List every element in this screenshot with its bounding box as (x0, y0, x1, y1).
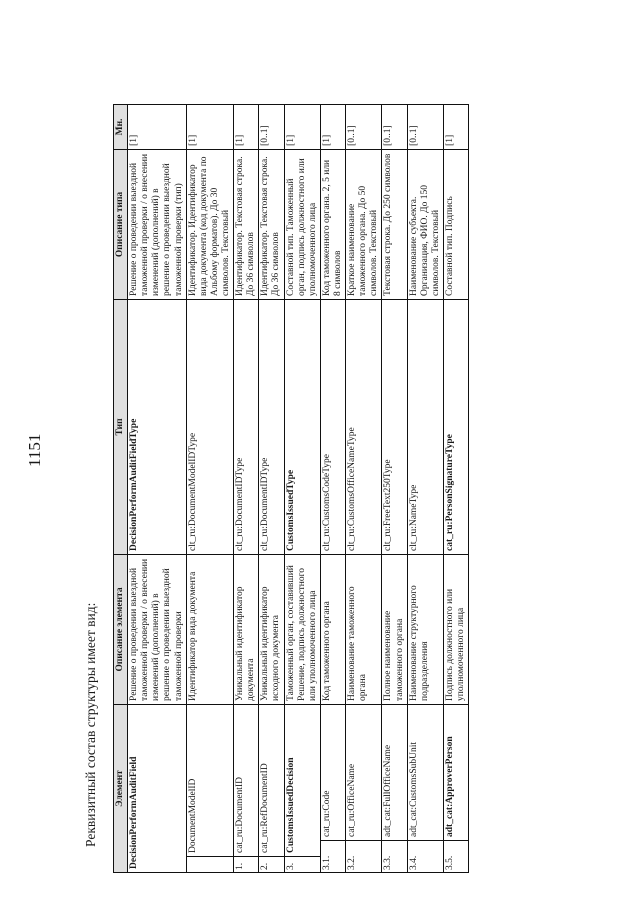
table-row (443, 104, 468, 872)
row-description: Наименование таможенного органа (346, 554, 382, 704)
row-element: DocumentModelID (186, 704, 233, 856)
row-number: 3. (284, 857, 320, 873)
row-multiplicity: [1] (234, 104, 259, 149)
intro-text: Реквизитный состав структуры имеет вид: (83, 602, 98, 847)
row-number: 3.5. (443, 841, 468, 873)
row-type-description: Наименование субъекта. Организация, ФИО. До 150 символов. Текстовый (407, 149, 443, 299)
row-type: clt_ru:DocumentIDType (259, 299, 284, 554)
table-row (284, 104, 320, 872)
indent-cell (186, 857, 233, 873)
row-multiplicity: [1] (320, 104, 345, 149)
row-type-description: Составной тип. Таможенный орган, подпись должностного или уполномоченного лица (284, 149, 320, 299)
row-description: Подпись должностного или уполномоченного лица (443, 554, 468, 704)
row-multiplicity: [1] (443, 104, 468, 149)
table-row (186, 104, 233, 872)
row-type: clt_ru:CustomsCodeType (320, 299, 345, 554)
table-header-row (114, 104, 128, 872)
row-element: cat_ru:Code (320, 704, 345, 840)
row-type: clt_ru:DocumentIDType (234, 299, 259, 554)
row-type-description: Решение о проведении выездной таможенной проверки / о внесении изменений (дополнений) в решение о проведении выездной таможенной проверки (тип) (128, 149, 187, 299)
table-row (346, 104, 382, 872)
row-description: Наименование структурного подразделения (407, 554, 443, 704)
row-description: Полное наименование таможенного органа (382, 554, 407, 704)
row-type-description: Текстовая строка. До 250 символов (382, 149, 407, 299)
row-type-description: Идентификатор. Идентификатор вида документа (код документа по Альбому форматов). До 30 символов. Текстовый (186, 149, 233, 299)
row-multiplicity: [1] (284, 104, 320, 149)
row-description: Таможенный орган, составивший Решение, подпись должностного или уполномоченного лица (284, 554, 320, 704)
row-element: adt_cat:CustomsSubUnit (407, 704, 443, 840)
row-description: Уникальный идентификатор документа (234, 554, 259, 704)
row-multiplicity: [0..1] (346, 104, 382, 149)
row-element: cat_ru:DocumentID (234, 704, 259, 856)
row-element: CustomsIssuedDecision (284, 704, 320, 856)
table-row (407, 104, 443, 872)
table-row (128, 104, 187, 872)
row-element: cat_ru:OfficeName (346, 704, 382, 840)
table-row (259, 104, 284, 872)
row-type: DecisionPerformAuditFieldType (128, 299, 187, 554)
row-number: 2. (259, 857, 284, 873)
header-type: Тип (114, 299, 128, 554)
row-element: adt_cat:FullOfficeName (382, 704, 407, 840)
row-type-description: Составной тип. Подпись (443, 149, 468, 299)
requisite-table (113, 104, 469, 873)
page-number: 1151 (25, 433, 44, 467)
header-description: Описание элемента (114, 554, 128, 704)
row-description: Идентификатор вида документа (186, 554, 233, 704)
row-multiplicity: [1] (128, 104, 187, 149)
row-element: DecisionPerformAuditField (128, 704, 187, 872)
row-number: 3.4. (407, 841, 443, 873)
table-row (320, 104, 345, 872)
row-type: cat_ru:PersonSignatureType (443, 299, 468, 554)
row-element: cat_ru:RefDocumentID (259, 704, 284, 856)
row-number: 3.2. (346, 841, 382, 873)
row-type-description: Идентификатор. Текстовая строка. До 36 символов (259, 149, 284, 299)
row-type-description: Код таможенного органа. 2, 5 или 8 символов (320, 149, 345, 299)
row-type-description: Краткое наименование таможенного органа. До 50 символов. Текстовый (346, 149, 382, 299)
row-number: 1. (234, 857, 259, 873)
row-number: 3.1. (320, 841, 345, 873)
header-element: Элемент (114, 704, 128, 872)
row-type: clt_ru:FreeText250Type (382, 299, 407, 554)
header-type-description: Описание типа (114, 149, 128, 299)
table-row (382, 104, 407, 872)
row-description: Код таможенного органа (320, 554, 345, 704)
row-type-description: Идентификатор. Текстовая строка. До 36 символов (234, 149, 259, 299)
row-multiplicity: [0..1] (382, 104, 407, 149)
row-multiplicity: [1] (186, 104, 233, 149)
row-type: clt_ru:CustomsOfficeNameType (346, 299, 382, 554)
row-multiplicity: [0..1] (259, 104, 284, 149)
row-type: clt_ru:NameType (407, 299, 443, 554)
row-number: 3.3. (382, 841, 407, 873)
row-type: CustomsIssuedType (284, 299, 320, 554)
table-row (234, 104, 259, 872)
row-description: Уникальный идентификатор исходного документа (259, 554, 284, 704)
header-multiplicity: Мн. (114, 104, 128, 149)
row-element: adt_cat:ApproverPerson (443, 704, 468, 840)
row-multiplicity: [0..1] (407, 104, 443, 149)
row-type: clt_ru:DocumentModelIDType (186, 299, 233, 554)
row-description: Решение о проведении выездной таможенной проверки / о внесении изменений (дополнений) в решение о проведении выездной таможенной проверки (128, 554, 187, 704)
